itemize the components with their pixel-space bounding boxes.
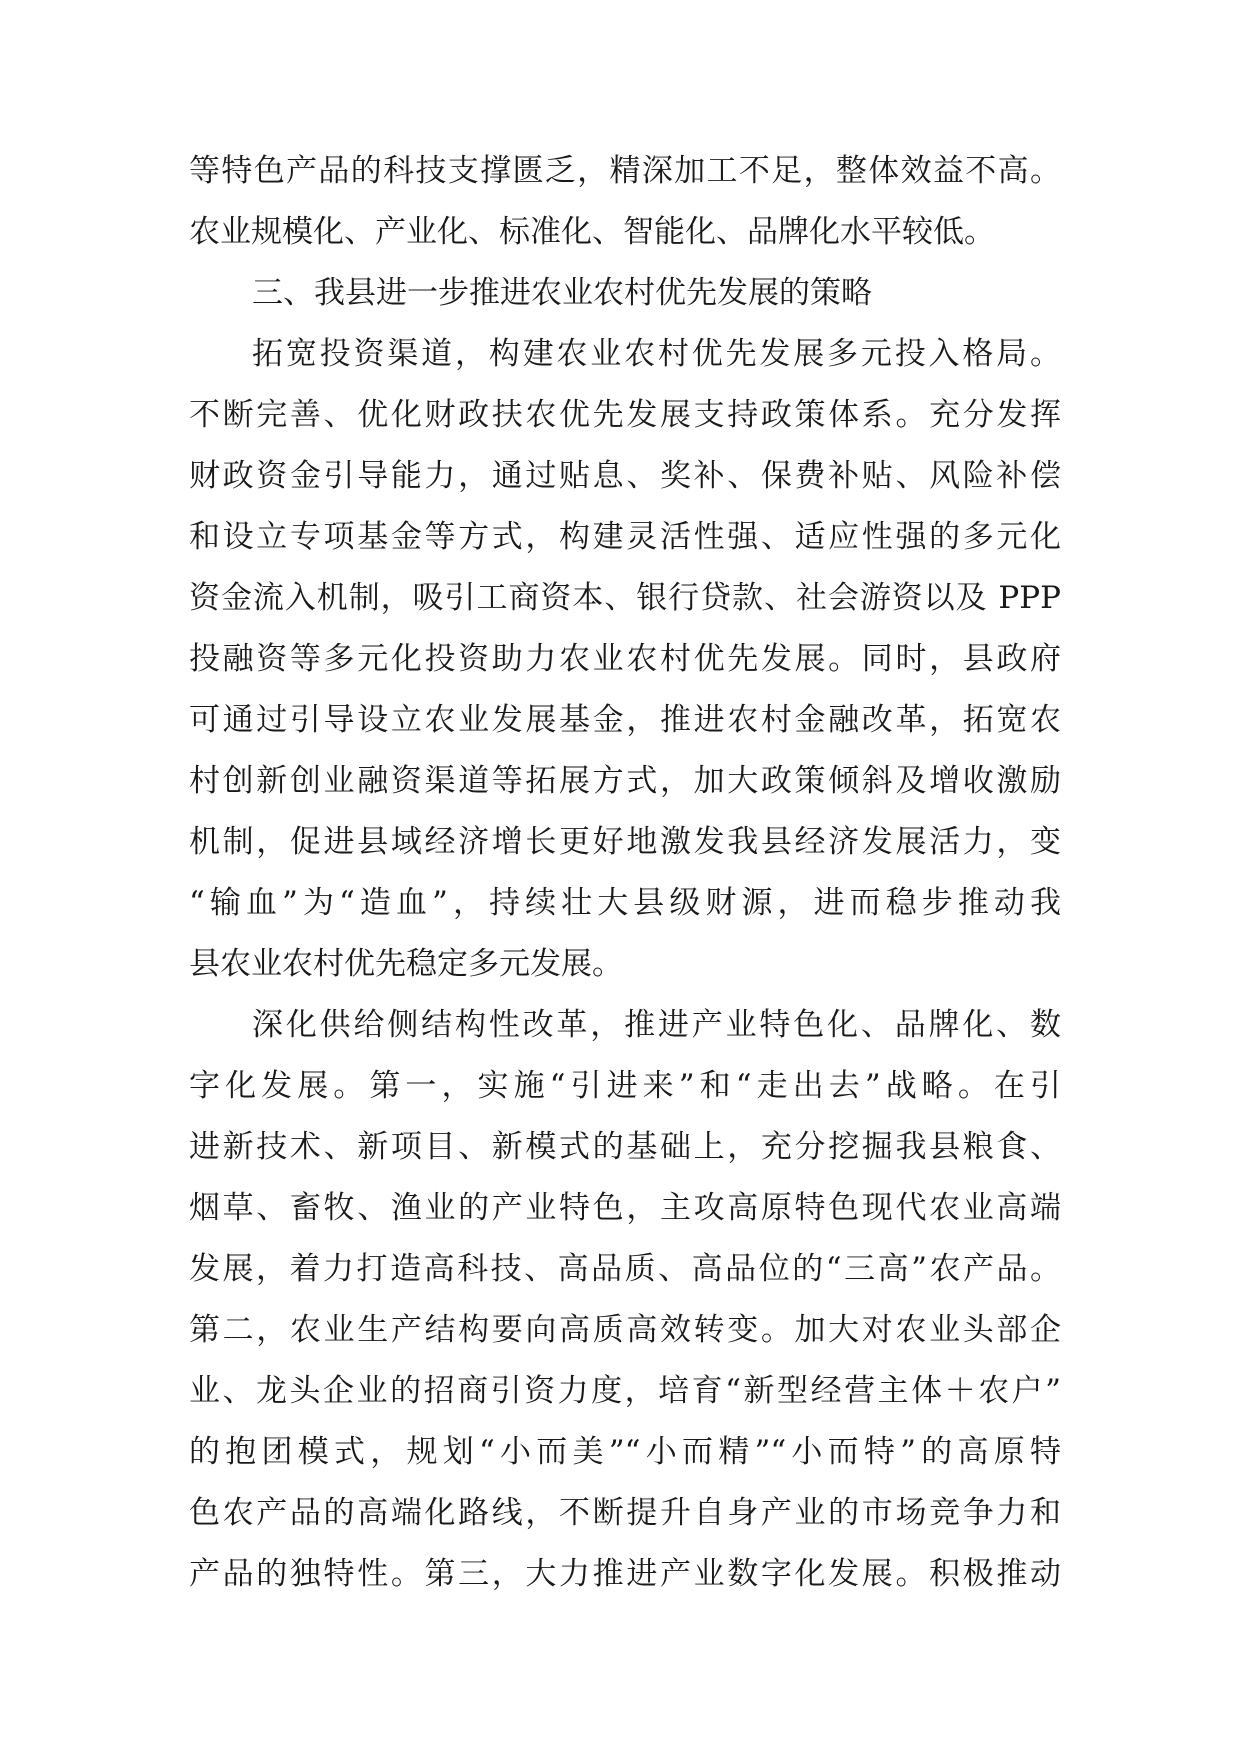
text-line: 烟草、畜牧、渔业的产业特色，主攻高原特色现代农业高端 xyxy=(189,1190,1061,1226)
text-line: 业、龙头企业的招商引资力度，培育“新型经营主体＋农户” xyxy=(189,1373,1061,1409)
text-line: 等特色产品的科技支撑匮乏，精深加工不足，整体效益不高。 xyxy=(189,153,1061,189)
text-line: 色农产品的高端化路线，不断提升自身产业的市场竞争力和 xyxy=(189,1495,1061,1531)
text-line: 投融资等多元化投资助力农业农村优先发展。同时，县政府 xyxy=(189,641,1061,677)
paragraph-supply-side-reform xyxy=(189,995,1061,1605)
paragraph-investment xyxy=(189,324,1061,995)
text-line: 和设立专项基金等方式，构建灵活性强、适应性强的多元化 xyxy=(189,519,1061,555)
text-line: 不断完善、优化财政扶农优先发展支持政策体系。充分发挥 xyxy=(189,397,1061,433)
text-line: 字化发展。第一，实施“引进来”和“走出去”战略。在引 xyxy=(189,1068,1061,1104)
text-line: 发展，着力打造高科技、高品质、高品位的“三高”农产品。 xyxy=(189,1251,1061,1287)
text-line: 可通过引导设立农业发展基金，推进农村金融改革，拓宽农 xyxy=(189,702,1061,738)
text-line: 的抱团模式，规划“小而美”“小而精”“小而特”的高原特 xyxy=(189,1434,1061,1470)
text-line: 第二，农业生产结构要向高质高效转变。加大对农业头部企 xyxy=(189,1312,1061,1348)
text-line: “输血”为“造血”，持续壮大县级财源，进而稳步推动我 xyxy=(189,885,1061,921)
text-line: 拓宽投资渠道，构建农业农村优先发展多元投入格局。 xyxy=(252,336,1061,372)
heading-text: 三、我县进一步推进农业农村优先发展的策略 xyxy=(252,275,872,311)
text-line: 进新技术、新项目、新模式的基础上，充分挖掘我县粮食、 xyxy=(189,1129,1061,1165)
text-line: 村创新创业融资渠道等拓展方式，加大政策倾斜及增收激励 xyxy=(189,763,1061,799)
text-line: 农业规模化、产业化、标准化、智能化、品牌化水平较低。 xyxy=(189,214,995,250)
text-line: 产品的独特性。第三，大力推进产业数字化发展。积极推动 xyxy=(189,1556,1061,1592)
section-heading xyxy=(189,263,1061,324)
text-line: 深化供给侧结构性改革，推进产业特色化、品牌化、数 xyxy=(252,1007,1061,1043)
text-line: 机制，促进县域经济增长更好地激发我县经济发展活力，变 xyxy=(189,824,1061,860)
text-line: 县农业农村优先稳定多元发展。 xyxy=(189,946,623,982)
text-line: 资金流入机制，吸引工商资本、银行贷款、社会游资以及 PPP xyxy=(189,580,1061,616)
paragraph-continuation xyxy=(189,141,1061,263)
text-line: 财政资金引导能力，通过贴息、奖补、保费补贴、风险补偿 xyxy=(189,458,1061,494)
